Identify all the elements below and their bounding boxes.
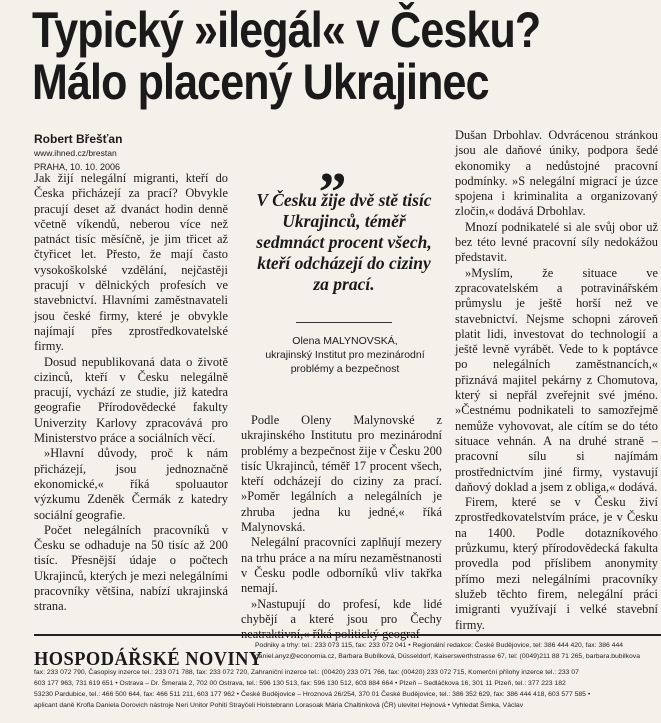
article-column-2	[241, 413, 442, 642]
imprint-line: daniel.anyz@economia.cz, Barbara Bubílková, Düsseldorf, Kaiserswerthstrasse 67, tel: (0049)211 88 71 265, barbara.bubilkova	[255, 653, 640, 660]
paragraph: Nelegální pracovníci zaplňují mezery na trhu práce a na míru nezaměstnanosti v Česku podle odborníků vliv takřka nemají.	[241, 535, 442, 596]
paragraph: Počet nelegálních pracovníků v Česku se odhaduje na 50 tisíc až 200 tisíc. Přesnější údaje o počtech Ukrajinců, kterých je mezi nelegálními pracovníky většina, nabízí ukrajinská strana.	[34, 522, 228, 614]
pull-quote-attribution	[252, 334, 438, 376]
headline-line-1: Typický »ilegál« v Česku?	[32, 2, 541, 58]
headline-line-2: Málo placený Ukrajinec	[32, 54, 489, 110]
article-column-3	[455, 128, 658, 633]
paragraph: Podle Oleny Malynovské z ukrajinského Institutu pro mezinárodní problémy a bezpečnost žije v Česku 200 tisíc Ukrajinců, téměř 17 procent všech, kteří odcházejí do ciziny za prací. »Poměr legálních a nelegálních je zhruba jedna ku jedné,« říká Malynovská.	[241, 413, 442, 535]
imprint-line: aplicant daně Krofla Daniela Dorovich nástroje Neri Unitor Pohiti Strayčeli Holstebrann Lorasoak Mária Chaltinková (ČR) ulevitel Hejnová • Vyhledat Šimka, Václav	[34, 702, 524, 709]
imprint-line: fax: 233 072 790, Časopisy inzerce tel.: 233 071 788, fax: 233 072 720, Zahraniční inzerce tel.: (00420) 233 071 766, fax: (00420) 233 072 715, Komerční přílohy inzerce tel.: 233 07	[34, 669, 579, 676]
paragraph: Mnozí podnikatelé si ale svůj obor už bez této levné pracovní síly nedokážou představit.	[455, 219, 658, 265]
imprint-line: 603 177 963, 731 619 651 • Ostrava – Dr. Šmerala 2, 702 00 Ostrava, tel.: 596 130 513, fax: 596 130 512, 603 884 664 • Plzeň – Sedláčkova 16, 301 11 Plzeň, tel.: 377 223 182	[34, 680, 566, 687]
paragraph: Dušan Drbohlav. Odvrácenou stránkou jsou ale daňové úniky, podpora šedé ekonomiky a nedůstojné pracovní podmínky. »S nelegální migrací je úzce spojena i kriminalita a organizovaný zločin,« dodává Drbohlav.	[455, 128, 658, 219]
paragraph: Firem, které se v Česku živí zprostředkovatelstvím práce, je v Česku na 1400. Podle dotazníkového průzkumu, který přírodovědecká fakulta provedla pod příslibem anonymity přímo mezi nelegálními pracovníky služeb těchto firem, nelegální práci imigranti využívají i velké stavební firmy.	[455, 495, 658, 632]
paragraph: »Hlavní důvody, proč k nám přicházejí, jsou jednoznačně ekonomické,« říká spoluautor výzkumu Zdeněk Čermák z katedry sociální geografie.	[34, 446, 228, 522]
author-name: Robert Břešťan	[34, 132, 123, 146]
footer-divider	[34, 634, 661, 636]
imprint-line: Podniky a trhy: tel.: 233 073 115, fax: 233 072 041 • Regionální redakce: České Budějovice, tel: 386 444 420, fax: 386 444	[255, 642, 624, 649]
pull-quote: V Česku žije dvě stě tisíc Ukrajinců, téměř sedmnáct procent všech, kteří odcházejí do ciziny za prací.	[256, 190, 432, 294]
paragraph: »Nastupují do profesí, kde lidé chybějí a které jsou pro Čechy neatraktivní,« říká politický geograf	[241, 596, 442, 642]
paragraph: Dosud nepublikovaná data o životě cizinců, kteří v Česku nelegálně pracují, vychází ze studie, již katedra geografie Přírodovědecké fakulty Univerzity Karlovy zpracovává pro Ministerstvo práce a sociálních věcí.	[34, 354, 228, 446]
byline	[34, 132, 122, 158]
newspaper-masthead: HOSPODÁŘSKÉ NOVINY	[34, 648, 263, 670]
imprint-line: 53230 Pardubice, tel.: 466 500 644, fax: 466 511 211, 603 177 962 • České Budějovice – Hroznová 26/254, 370 01 České Budějovice, tel.: 386 352 629, fax: 386 444 418, 603 577 585 •	[34, 691, 591, 698]
quote-mark-icon: „	[319, 133, 347, 195]
article-column-1	[34, 171, 228, 615]
headline	[32, 4, 565, 108]
pull-quote-divider	[296, 322, 392, 323]
paragraph: »Myslím, že situace ve zpracovatelském a potravinářském průmyslu je ještě horší než ve stavebnictví. Nejsme schopni zároveň platit lidi, investovat do technologií a ještě levně vyrábět. Vede to k poptávce po nelegálních zaměstnancích,« přiznává majitel pekárny z Chomutova, který si nepřál zveřejnit své jméno. »Čestnému podnikateli to samozřejmě nemůže vyhovovat, ale cítím se do této situace vehnán. A na druhé straně – pracovní sílu si najímám prostřednictvím jiné firmy, vystavují daňový doklad a jsem z obliga,« dodává.	[455, 265, 658, 494]
paragraph: Jak žijí nelegální migranti, kteří do Česka přicházejí za prací? Obvykle pracují deset až dvanáct hodin denně včetně víkendů, neberou více než patnáct tisíc měsíčně, je jim třicet až čtyřicet let. Přesto, že mají často vysokoškolské vzdělání, nejčastěji pracují v dělnických profesích ve stavebnictví. Hlavními zaměstnavateli jsou české firmy, které je obvykle najímají přes zprostředkovatelské firmy.	[34, 171, 228, 354]
attribution-name: Olena MALYNOVSKÁ,	[292, 335, 398, 347]
author-url[interactable]: www.ihned.cz/brestan	[34, 148, 117, 158]
dateline: PRAHA, 10. 10. 2006	[34, 162, 121, 172]
attribution-role: ukrajinský Institut pro mezinárodní problémy a bezpečnost	[265, 349, 425, 375]
